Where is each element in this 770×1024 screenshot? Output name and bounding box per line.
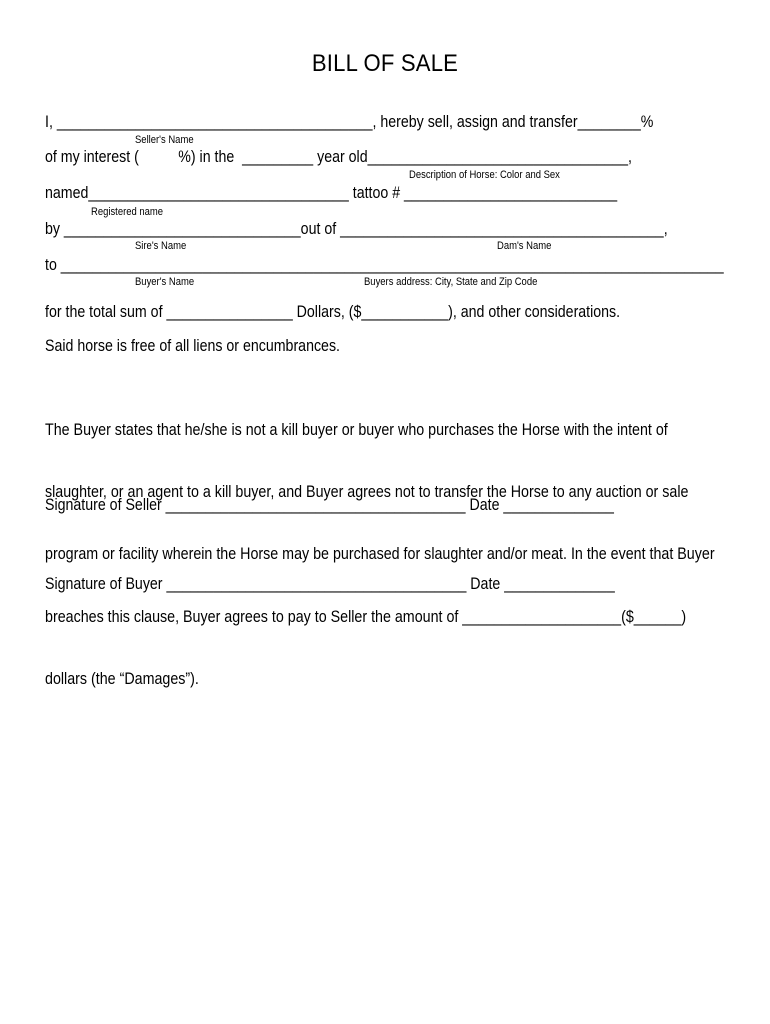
document-title: BILL OF SALE bbox=[311, 50, 459, 77]
total-sum-line: for the total sum of ________________ Dollars, ($___________), and other considerations. bbox=[45, 303, 621, 321]
registered-name-caption: Registered name bbox=[91, 206, 164, 218]
clause-line: dollars (the “Damages”). bbox=[45, 670, 199, 689]
liens-statement: Said horse is free of all liens or encumbrances. bbox=[45, 337, 340, 355]
interest-year-line: of my interest ( %) in the _________ year old_________________________________, bbox=[45, 148, 632, 166]
clause-line: program or facility wherein the Horse may be purchased for slaughter and/or meat. In the event that Buyer bbox=[45, 545, 715, 564]
buyer-line: to ____________________________________________________________________________________ bbox=[45, 256, 724, 274]
dam-name-caption: Dam's Name bbox=[497, 240, 552, 252]
clause-line: The Buyer states that he/she is not a kill buyer or buyer who purchases the Horse with the intent of bbox=[45, 420, 668, 439]
buyer-name-caption: Buyer's Name bbox=[135, 276, 195, 288]
buyer-signature-line: Signature of Buyer ______________________________________ Date ______________ bbox=[45, 575, 615, 593]
kill-buyer-clause bbox=[45, 378, 728, 732]
clause-line: slaughter, or an agent to a kill buyer, and Buyer agrees not to transfer the Horse to any auction or sale bbox=[45, 482, 689, 501]
clause-line: breaches this clause, Buyer agrees to pay to Seller the amount of ____________________($______) bbox=[45, 607, 687, 626]
sire-name-caption: Sire's Name bbox=[135, 240, 187, 252]
horse-description-caption: Description of Horse: Color and Sex bbox=[409, 169, 560, 181]
seller-transfer-line: I, ________________________________________, hereby sell, assign and transfer________% bbox=[45, 113, 654, 131]
named-tattoo-line: named_________________________________ tattoo # ___________________________ bbox=[45, 184, 618, 202]
buyer-address-caption: Buyers address: City, State and Zip Code bbox=[364, 276, 538, 288]
sire-dam-line: by ______________________________out of _________________________________________, bbox=[45, 220, 668, 238]
seller-signature-line: Signature of Seller ______________________________________ Date ______________ bbox=[45, 496, 614, 514]
seller-name-caption: Seller's Name bbox=[135, 134, 194, 146]
